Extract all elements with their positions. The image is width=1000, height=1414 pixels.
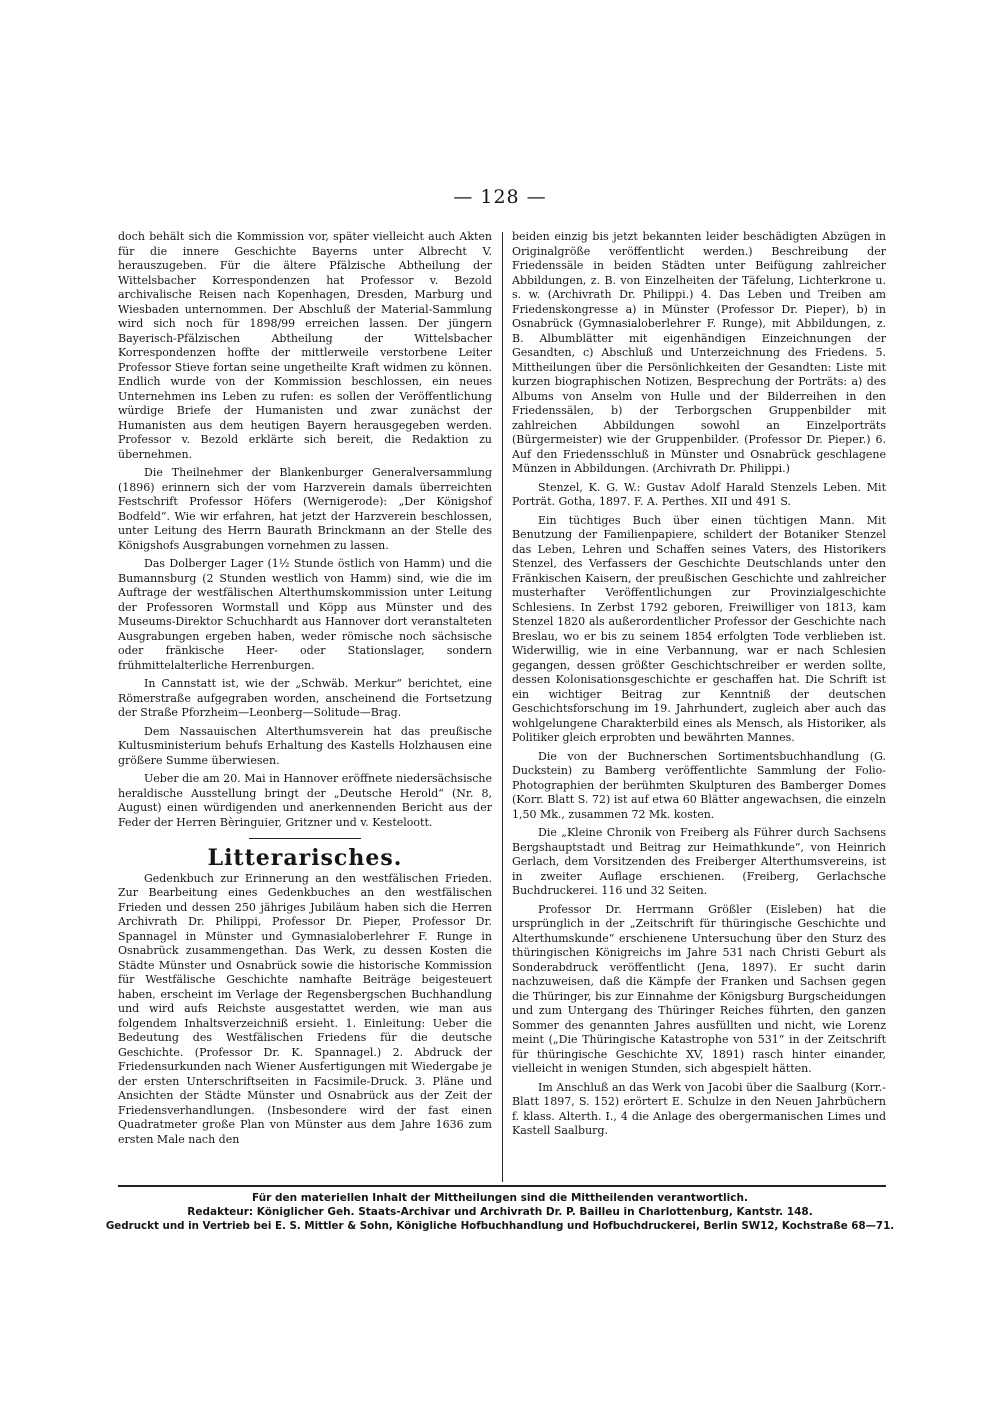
- paragraph: doch behält sich die Kommission vor, später vielleicht auch Akten für die innere Geschichte Bayerns unter Albrecht V. herauszugeben. Für die ältere Pfälzische Abtheilung der Wittelsbacher Korrespondenzen hat Professor v. Bezold archivalische Reisen nach Kopenhagen, Dresden, Marburg und Wiesbaden unternommen. Der Abschluß der Material-Sammlung wird sich noch für 1898/99 erreichen lassen. Der jüngern Bayerisch-Pfälzischen Abtheilung der Wittelsbacher Korrespondenzen hoffte der mittlerweile verstorbene Leiter Professor Stieve fortan seine ungetheilte Kraft widmen zu können. Endlich wurde von der Kommission beschlossen, ein neues Unternehmen ins Leben zu rufen: es sollen der Veröffentlichung würdige Briefe der Humanisten und zwar zunächst der Humanisten aus dem heutigen Bayern herausgegeben werden. Professor v. Bezold erklärte sich bereit, die Redaktion zu übernehmen.: [118, 230, 492, 461]
- paragraph: Dem Nassauischen Alterthumsverein hat das preußische Kultusministerium behufs Erhaltung des Kastells Holzhausen eine größere Summe überwiesen.: [118, 724, 492, 767]
- section-divider: [249, 838, 361, 839]
- column-divider: [502, 232, 503, 1182]
- paragraph: beiden einzig bis jetzt bekannten leider beschädigten Abzügen in Originalgröße veröffentlicht werden.) Beschreibung der Friedenssäle in beiden Städten unter Beifügung zahlreicher Abbildungen, z. B. von Einzelheiten der Täfelung, Lichterkrone u. s. w. (Archivrath Dr. Philippi.) 4. Das Leben und Treiben am Friedenskongresse a) in Münster (Professor Dr. Pieper), b) in Osnabrück (Gymnasialoberlehrer F. Runge), mit Abbildungen, z. B. Albumblätter mit eigenhändigen Einzeichnungen der Gesandten, c) Abschluß und Unterzeichnung des Friedens. 5. Mittheilungen über die Persönlichkeiten der Gesandten: Liste mit kurzen biographischen Notizen, Besprechung der Porträts: a) des Albums von Anselm von Hulle und der Bilderreihen in den Friedenssälen, b) der Terborgschen Gruppenbilder mit zahlreichen Abbildungen sowohl an Einzelporträts (Bürgermeister) wie der Gruppenbilder. (Professor Dr. Pieper.) 6. Auf den Friedensschluß in Münster und Osnabrück geschlagene Münzen in Abbildungen. (Archivrath Dr. Philippi.): [512, 230, 886, 475]
- imprint-footer: [100, 1191, 900, 1233]
- paragraph: Ueber die am 20. Mai in Hannover eröffnete niedersächsische heraldische Ausstellung bringt der „Deutsche Herold“ (Nr. 8, August) einen würdigenden und anerkennenden Bericht aus der Feder der Herren Bèringuier, Gritzner und v. Kesteloott.: [118, 772, 492, 829]
- footer-rule: [118, 1185, 886, 1187]
- page-number: — 128 —: [453, 186, 547, 208]
- paragraph: Gedenkbuch zur Erinnerung an den westfälischen Frieden. Zur Bearbeitung eines Gedenkbuches an den westfälischen Frieden und dessen 250 jähriges Jubiläum haben sich die Herren Archivrath Dr. Philippi, Professor Dr. Pieper, Professor Dr. Spannagel in Münster und Gymnasialoberlehrer F. Runge in Osnabrück zusammengethan. Das Werk, zu dessen Kosten die Städte Münster und Osnabrück sowie die historische Kommission für Westfälische Geschichte namhafte Beiträge beigesteuert haben, erscheint im Verlage der Regensbergschen Buchhandlung und wird aufs Reichste ausgestattet werden, wie man aus folgendem Inhaltsverzeichniß ersieht. 1. Einleitung: Ueber die Bedeutung des Westfälischen Friedens für die deutsche Geschichte. (Professor Dr. K. Spannagel.) 2. Abdruck der Friedensurkunden nach Wiener Ausfertigungen mit Wiedergabe je der ersten Unterschriftseiten in Facsimile-Druck. 3. Pläne und Ansichten der Städte Münster und Osnabrück aus der Zeit der Friedensverhandlungen. (Insbesondere wird der fast einen Quadratmeter große Plan von Münster aus dem Jahre 1636 zum ersten Male nach den: [118, 871, 492, 1146]
- paragraph: Stenzel, K. G. W.: Gustav Adolf Harald Stenzels Leben. Mit Porträt. Gotha, 1897. F. A. Perthes. XII und 491 S.: [512, 480, 886, 508]
- paragraph: Die von der Buchnerschen Sortimentsbuchhandlung (G. Duckstein) zu Bamberg veröffentlichte Sammlung der Folio-Photographien der berühmten Skulpturen des Bamberger Domes (Korr. Blatt S. 72) ist auf etwa 60 Blätter angewachsen, die einzeln 1,50 Mk., zusammen 72 Mk. kosten.: [512, 749, 886, 821]
- paragraph: In Cannstatt ist, wie der „Schwäb. Merkur“ berichtet, eine Römerstraße aufgegraben worden, anscheinend die Fortsetzung der Straße Pforzheim—Leonberg—Solitude—Brag.: [118, 677, 492, 719]
- section-heading: Litterarisches.: [207, 845, 403, 871]
- paragraph: Ein tüchtiges Buch über einen tüchtigen Mann. Mit Benutzung der Familienpapiere, schildert der Botaniker Stenzel das Leben, Lehren und Schaffen seines Vaters, des Historikers Stenzel, des Verfassers der Geschichte Deutschlands unter den Fränkischen Kaisern, der preußischen Geschichte und zahlreicher musterhafter Veröffentlichungen zur Provinzialgeschichte Schlesiens. In Zerbst 1792 geboren, Freiwilliger von 1813, kam Stenzel 1820 als außerordentlicher Professor der Geschichte nach Breslau, wo er bis zu seinem 1854 erfolgten Tode verblieben ist. Widerwillig, wie in eine Verbannung, war er nach Schlesien gegangen, dessen größter Geschichtschreiber er werden sollte, dessen Kolonisationsgeschichte er geschaffen hat. Die Schrift ist ein wichtiger Beitrag zur Kenntniß der deutschen Geschichtsforschung im 19. Jahrhundert, zugleich aber auch das wohlgelungene Charakterbild eines als Mensch, als Historiker, als Politiker gleich erprobten und bewährten Mannes.: [512, 513, 886, 744]
- paragraph: Die Theilnehmer der Blankenburger Generalversammlung (1896) erinnern sich der vom Harzverein damals überreichten Festschrift Professor Höfers (Wernigerode): „Der Königshof Bodfeld“. Wie wir erfahren, hat jetzt der Harzverein beschlossen, unter Leitung des Herrn Baurath Brinckmann an der Stelle des Königshofs Ausgrabungen vornehmen zu lassen.: [118, 466, 492, 552]
- paragraph: Professor Dr. Herrmann Größler (Eisleben) hat die ursprünglich in der „Zeitschrift für thüringische Geschichte und Alterthumskunde“ erschienene Untersuchung über den Sturz des thüringischen Königreichs im Jahre 531 nach Christi Geburt als Sonderabdruck veröffentlicht (Jena, 1897). Er sucht darin nachzuweisen, daß die Kämpfe der Franken und Sachsen gegen die Thüringer, bis zur Einnahme der Königsburg Burgscheidungen und zum Untergang des Thüringer Reiches führten, den ganzen Sommer des genannten Jahres ausfüllten und nicht, wie Lorenz meint („Die Thüringische Katastrophe von 531“ in der Zeitschrift für thüringische Geschichte XV, 1891) rasch hinter einander, vielleicht in wenigen Stunden, sich abgespielt hätten.: [512, 902, 886, 1075]
- right-column: [512, 230, 886, 1143]
- left-column: [118, 230, 492, 1151]
- footer-line: Gedruckt und in Vertrieb bei E. S. Mittler & Sohn, Königliche Hofbuchhandlung und Hofbuchdruckerei, Berlin SW12, Kochstraße 68—71.: [105, 1220, 895, 1232]
- footer-line: Für den materiellen Inhalt der Mittheilungen sind die Mittheilenden verantwortlich.: [252, 1192, 748, 1204]
- paragraph: Im Anschluß an das Werk von Jacobi über die Saalburg (Korr.-Blatt 1897, S. 152) erörtert E. Schulze in den Neuen Jahrbüchern f. klass. Alterth. I., 4 die Anlage des obergermanischen Limes und Kastell Saalburg.: [512, 1080, 886, 1137]
- paragraph: Die „Kleine Chronik von Freiberg als Führer durch Sachsens Bergshauptstadt und Beitrag zur Heimathkunde“, von Heinrich Gerlach, dem Vorsitzenden des Freiberger Alterthumsvereins, ist in zweiter Auflage erschienen. (Freiberg, Gerlachsche Buchdruckerei. 116 und 32 Seiten.: [512, 826, 886, 897]
- paragraph: Das Dolberger Lager (1½ Stunde östlich von Hamm) und die Bumannsburg (2 Stunden westlich von Hamm) sind, wie die im Auftrage der westfälischen Alterthumskommission unter Leitung der Professoren Wormstall und Köpp aus Münster und des Museums-Direktor Schuchhardt aus Hannover dort veranstalteten Ausgrabungen ergeben haben, weder römische noch sächsische oder fränkische Heer- oder Stationslager, sondern frühmittelalterliche Herrenburgen.: [118, 557, 492, 672]
- footer-line: Redakteur: Königlicher Geh. Staats-Archivar und Archivrath Dr. P. Bailleu in Charlottenburg, Kantstr. 148.: [187, 1206, 813, 1218]
